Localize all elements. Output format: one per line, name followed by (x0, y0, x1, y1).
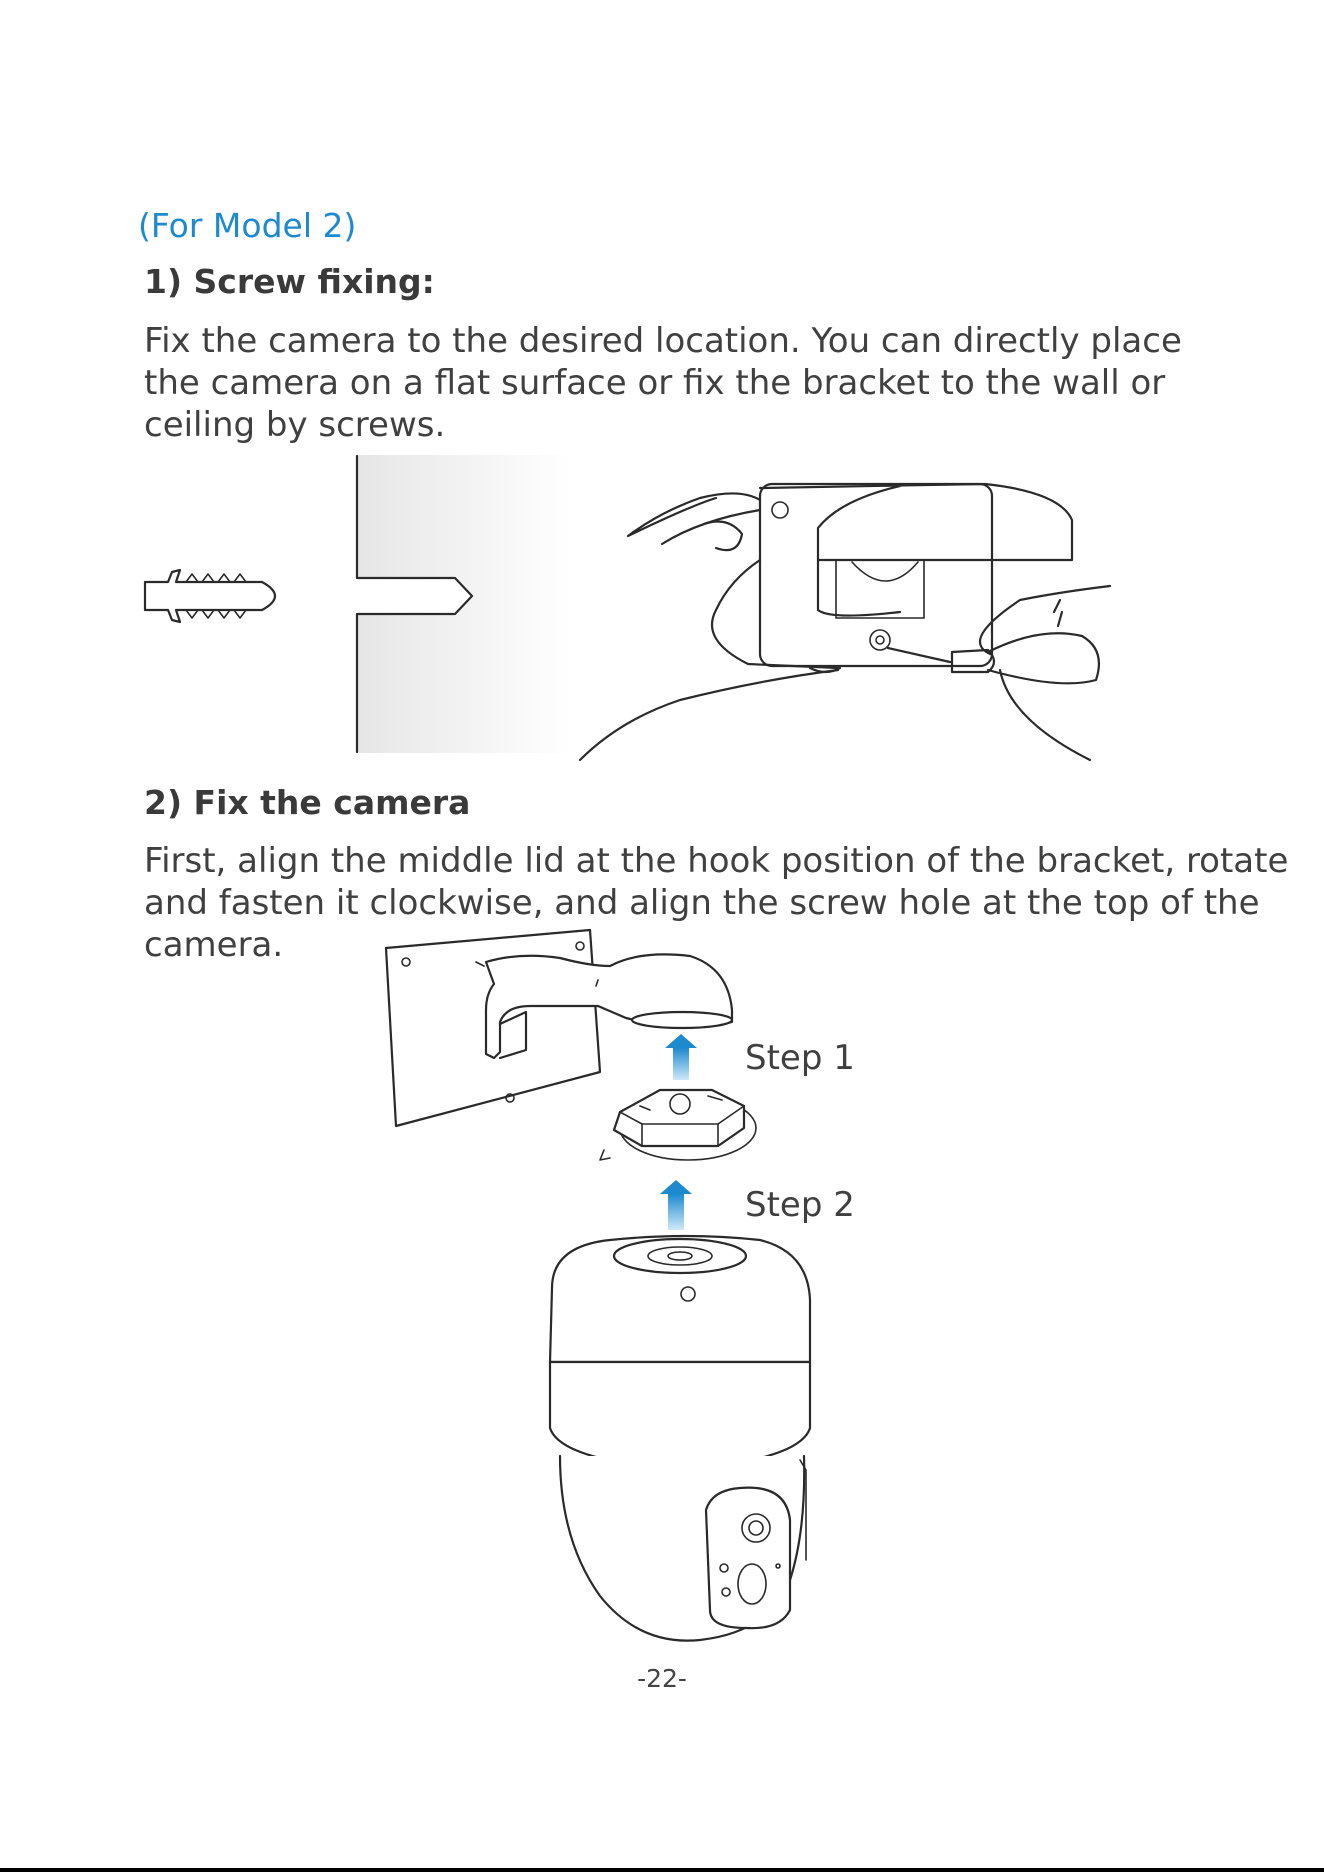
bottom-rule (0, 1868, 1324, 1872)
paragraph-line: Fix the camera to the desired location. You can directly place (144, 321, 1182, 361)
wall-hole-icon (355, 455, 572, 753)
ptz-camera-icon (550, 1236, 810, 1641)
arrow-up-icon (660, 1180, 692, 1230)
paragraph-line: the camera on a flat surface or fix the bracket to the wall or (144, 363, 1166, 403)
page-number: -22- (637, 1664, 687, 1693)
mounting-hands-icon (580, 484, 1110, 760)
paragraph-line: and fasten it clockwise, and align the screw hole at the top of the (144, 883, 1260, 923)
fix-camera-heading: 2) Fix the camera (144, 783, 471, 822)
paragraph-line: ceiling by screws. (144, 405, 446, 445)
screw-fixing-heading: 1) Screw fixing: (144, 262, 435, 301)
paragraph-line: camera. (144, 925, 284, 965)
arrow-up-icon (665, 1034, 697, 1080)
wall-anchor-icon (145, 570, 275, 622)
step-1-label: Step 1 (745, 1038, 855, 1078)
model-label: (For Model 2) (138, 206, 357, 245)
step-2-label: Step 2 (745, 1185, 855, 1225)
paragraph-line: First, align the middle lid at the hook position of the bracket, rotate (144, 841, 1289, 881)
mount-plate-icon (600, 1090, 756, 1160)
